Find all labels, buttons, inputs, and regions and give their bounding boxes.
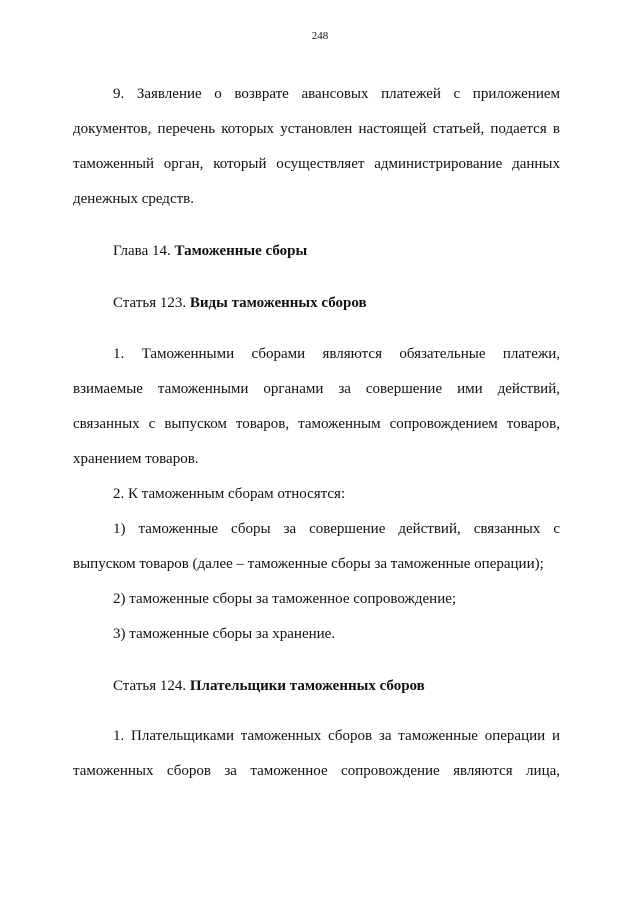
article-prefix: Статья 123. <box>113 295 187 311</box>
article-123-item-1 <box>73 512 560 582</box>
chapter-prefix: Глава 14. <box>113 243 171 259</box>
article-prefix: Статья 124. <box>113 678 187 694</box>
paragraph-line: таможенных сборов за таможенное сопровождение являются лица, <box>73 763 560 779</box>
paragraph-line: 2. К таможенным сборам относятся: <box>113 486 346 502</box>
page-number: 248 <box>311 30 329 42</box>
article-title: Виды таможенных сборов <box>189 295 367 311</box>
paragraph-line: связанных с выпуском товаров, таможенным сопровождением товаров, <box>73 416 560 432</box>
paragraph-line: таможенный орган, который осуществляет администрирование данных <box>73 156 560 172</box>
paragraph-line: 1. Таможенными сборами являются обязательные платежи, <box>113 346 560 362</box>
article-124-paragraph-1 <box>73 719 560 789</box>
article-123-paragraph-2 <box>73 477 560 512</box>
article-123-heading <box>113 293 367 313</box>
paragraph-line: документов, перечень которых установлен настоящей статьей, подается в <box>73 121 560 137</box>
article-123-item-2 <box>73 582 560 617</box>
article-123-item-3 <box>73 617 560 652</box>
article-124-heading <box>113 676 425 696</box>
paragraph-line: выпуском товаров (далее – таможенные сборы за таможенные операции); <box>73 556 544 572</box>
article-title: Плательщики таможенных сборов <box>189 678 425 694</box>
paragraph-line: 1) таможенные сборы за совершение действий, связанных с <box>113 521 560 537</box>
chapter-heading <box>113 241 307 261</box>
paragraph-line: 9. Заявление о возврате авансовых платежей с приложением <box>113 86 560 102</box>
paragraph-line: денежных средств. <box>73 191 194 207</box>
paragraph-line: 2) таможенные сборы за таможенное сопровождение; <box>113 591 457 607</box>
paragraph-9 <box>73 77 560 217</box>
paragraph-line: 1. Плательщиками таможенных сборов за таможенные операции и <box>113 728 560 744</box>
paragraph-line: 3) таможенные сборы за хранение. <box>113 626 336 642</box>
paragraph-line: хранением товаров. <box>73 451 199 467</box>
paragraph-line: взимаемые таможенными органами за совершение ими действий, <box>73 381 560 397</box>
article-123-paragraph-1 <box>73 337 560 477</box>
chapter-title: Таможенные сборы <box>174 243 308 259</box>
